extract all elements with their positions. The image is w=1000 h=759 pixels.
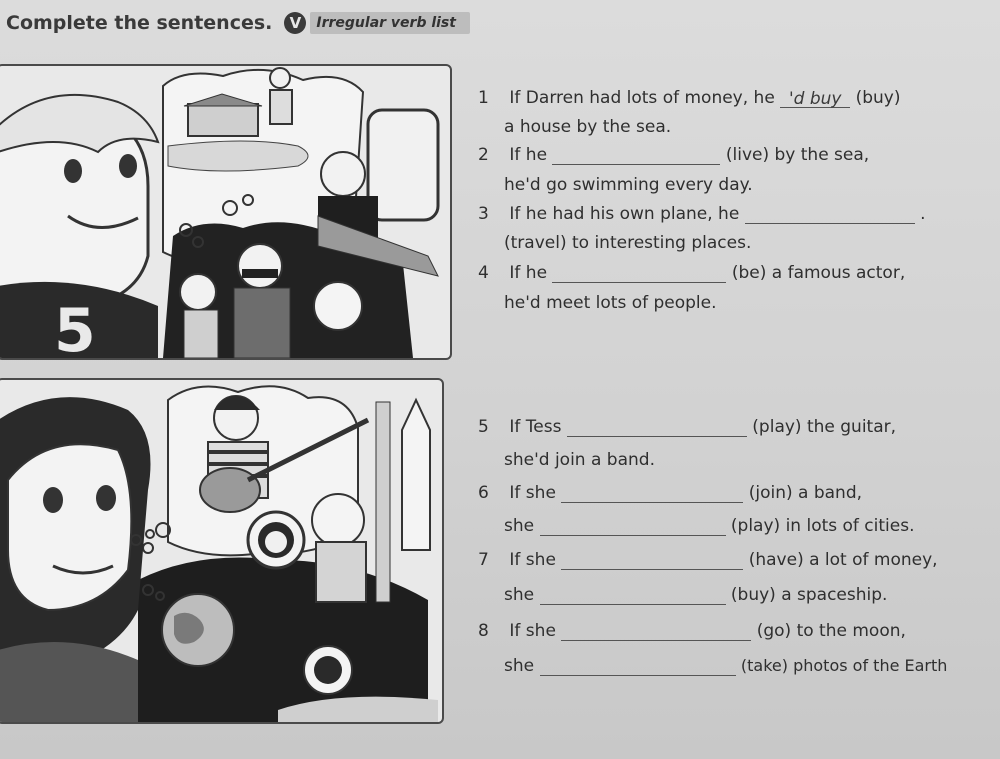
verb-hint: (be) a famous actor, [731,263,906,283]
sentence-end: . [920,204,926,224]
sentence-7-line-2 [504,585,887,605]
answer-blank[interactable] [561,551,743,570]
answer-blank[interactable]: 'd buy [780,89,850,108]
exercise-title: Complete the sentences. [6,12,273,34]
tess-drawing [0,380,442,722]
answer-blank[interactable] [552,264,726,283]
verb-hint: (go) to the moon, [756,621,906,641]
sentence-number: 1 [478,88,489,108]
exercise-header [6,12,470,34]
sentence-1-line-2: a house by the sea. [504,117,672,137]
answer-blank[interactable] [540,657,736,676]
sentence-text: If Tess [509,417,562,437]
sentence-text: If he [509,263,548,283]
answer-blank[interactable] [745,205,915,224]
sentence-number: 6 [478,483,489,503]
sentence-number: 2 [478,145,489,165]
verb-hint: (live) by the sea, [725,145,870,165]
sentence-text: she [504,516,535,536]
sentence-text: If she [509,483,556,503]
sentence-3-line-2: (travel) to interesting places. [504,233,752,253]
answer-blank[interactable] [561,622,751,641]
sentence-3 [478,204,926,224]
answer-blank[interactable] [561,484,743,503]
vocabulary-badge-icon: V [284,12,306,34]
verb-hint: (buy) [855,88,901,108]
sentence-4 [478,263,905,283]
sentence-number: 5 [478,417,489,437]
sentence-2 [478,145,869,165]
sentence-5 [478,417,896,437]
sentence-5-line-2: she'd join a band. [504,450,655,470]
sentence-8 [478,621,906,641]
irregular-verb-list-link[interactable]: Irregular verb list [310,12,470,34]
sentence-8-line-2 [504,656,947,676]
shirt-number: 5 [54,296,96,358]
sentence-number: 8 [478,621,489,641]
sentence-number: 7 [478,550,489,570]
sentence-text: If she [509,621,556,641]
sentence-text: If Darren had lots of money, he [509,88,775,108]
answer-blank[interactable] [540,517,726,536]
sentence-6-line-2 [504,516,915,536]
sentence-text: she [504,656,535,676]
darren-illustration [0,64,452,360]
verb-hint: (buy) a spaceship. [730,585,888,605]
sentence-number: 3 [478,204,489,224]
sentence-2-line-2: he'd go swimming every day. [504,175,753,195]
verb-hint: (have) a lot of money, [748,550,938,570]
verb-hint: (take) photos of the Earth [740,656,948,675]
sentence-text: If he had his own plane, he [509,204,740,224]
sentence-number: 4 [478,263,489,283]
sentence-7 [478,550,938,570]
answer-blank[interactable] [552,146,720,165]
tess-illustration [0,378,444,724]
sentence-1 [478,88,901,108]
verb-hint: (play) the guitar, [752,417,897,437]
sentence-text: If he [509,145,548,165]
verb-hint: (join) a band, [748,483,863,503]
sentence-text: she [504,585,535,605]
verb-hint: (play) in lots of cities. [730,516,915,536]
answer-blank[interactable] [567,418,747,437]
answer-blank[interactable] [540,586,726,605]
sentence-4-line-2: he'd meet lots of people. [504,293,717,313]
sentence-6 [478,483,862,503]
sentence-text: If she [509,550,556,570]
darren-drawing [0,66,450,358]
